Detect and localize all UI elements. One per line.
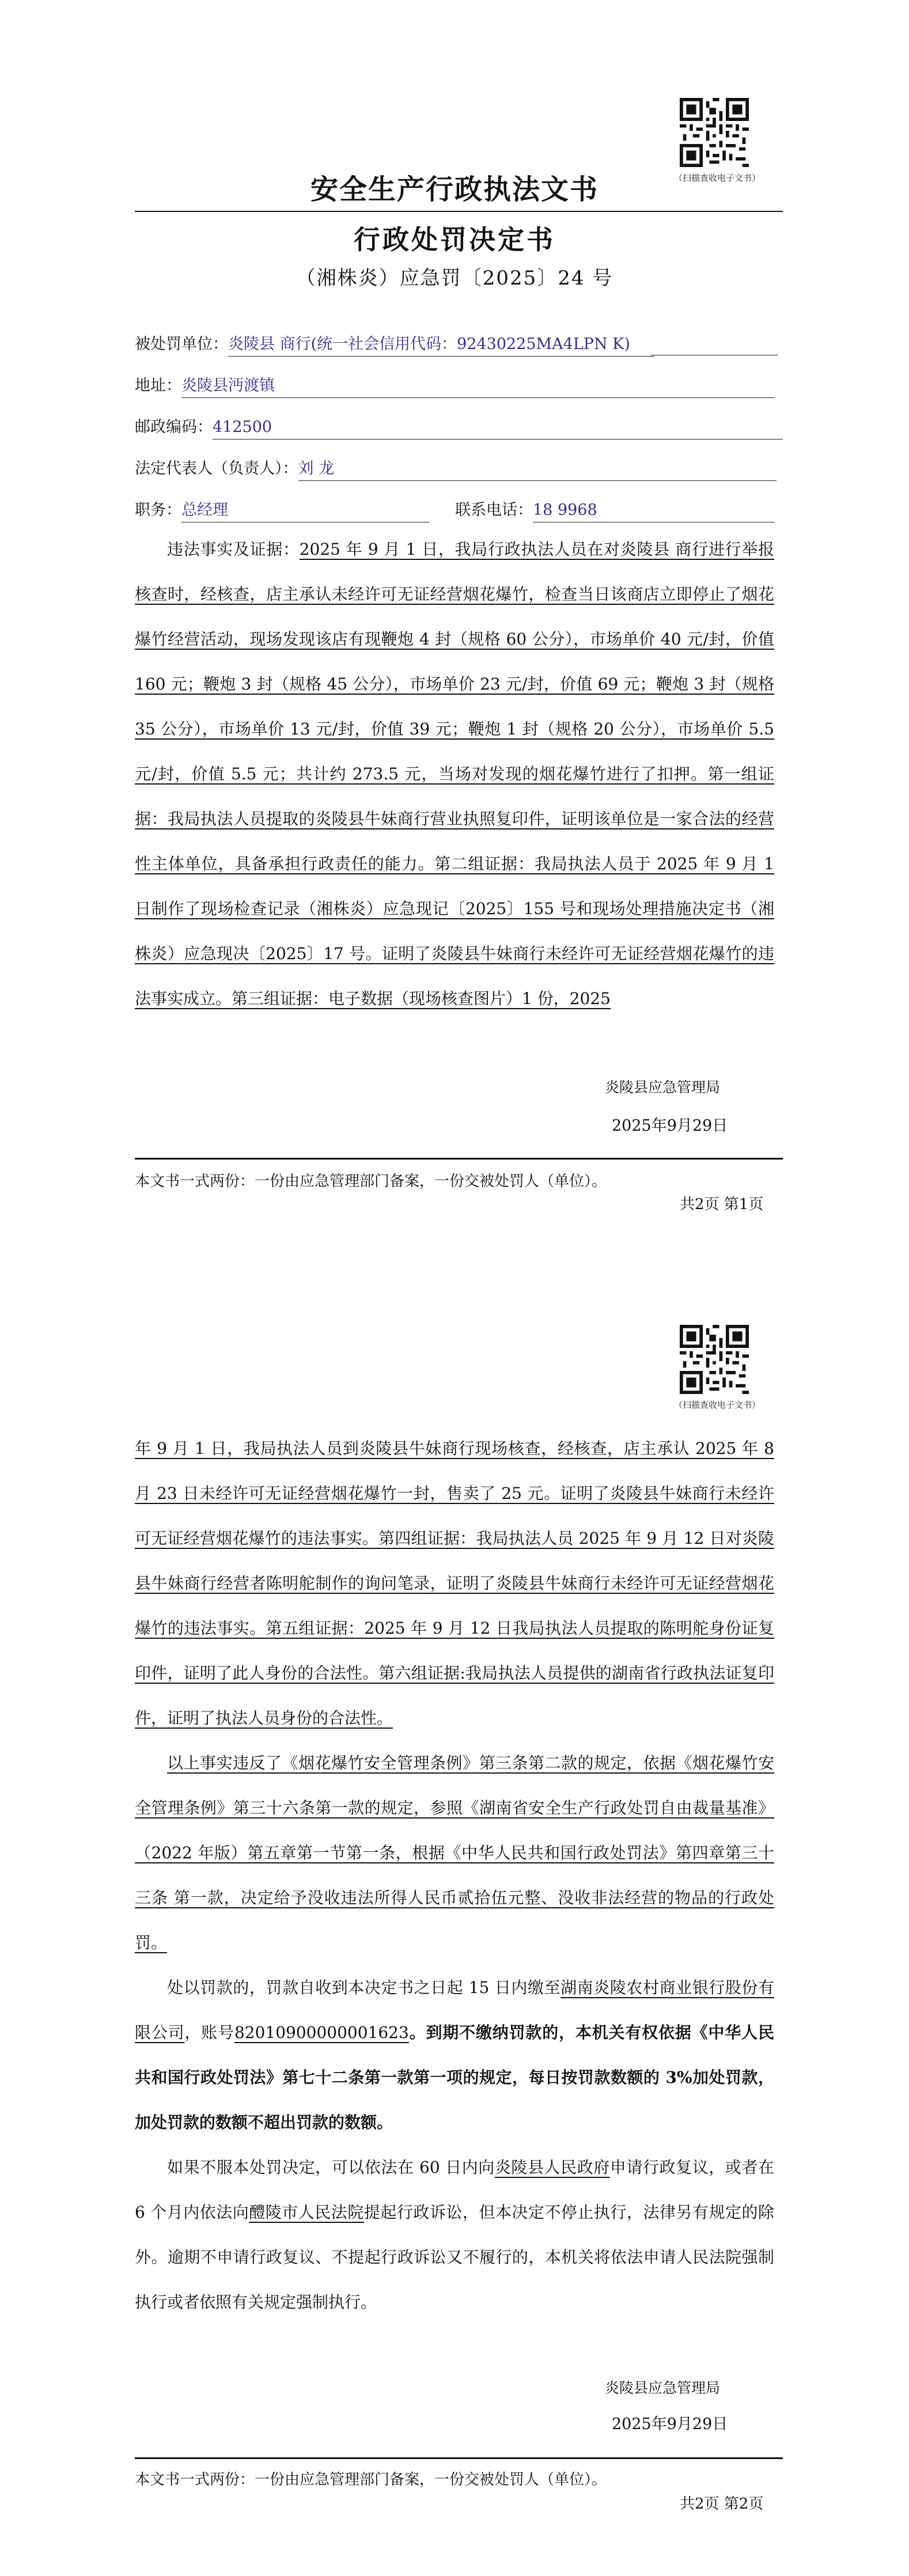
issue-date: 2025年9月29日 <box>612 1117 728 1135</box>
address-field <box>135 374 775 397</box>
violation-facts-paragraph <box>135 527 774 1021</box>
appeal-text-a: 如果不服本处罚决定，可以依法在 60 日内向 <box>167 2158 495 2177</box>
violation-facts-lead: 违法事实及证据： <box>167 540 300 559</box>
appeal-court: 醴陵市人民法院 <box>249 2203 364 2222</box>
appeal-text-c: 提起行政诉讼，但本决定不停止执行，法律另有规定的除外。逾期不申请行政复议、不提起行政诉讼又不履行的，本机关将依法申请人民法院强制执行或者依照有关规定强制执行。 <box>135 2203 774 2312</box>
document-title: 安全生产行政执法文书 <box>310 173 599 206</box>
payment-text-b: ，账号 <box>184 2023 234 2042</box>
postcode-field <box>135 416 783 439</box>
qr-caption: （扫描查收电子文书） <box>673 173 760 183</box>
penalized-party-value: 炎陵县 商行(统一社会信用代码：92430225MA4LPN K) <box>228 333 654 357</box>
page-count: 共2页 第2页 <box>680 2495 764 2513</box>
legal-rep-label: 法定代表人（负责人）： <box>135 460 298 478</box>
phone-field <box>455 499 775 522</box>
payment-account: 82010900000001623 <box>234 2023 409 2042</box>
phone-label: 联系电话： <box>455 501 533 519</box>
issuing-authority: 炎陵县应急管理局 <box>605 2380 721 2396</box>
qr-code-icon[interactable] <box>680 1325 749 1394</box>
document-subtitle: 行政处罚决定书 <box>354 224 555 255</box>
page-count: 共2页 第1页 <box>680 1196 764 1213</box>
postcode-value: 412500 <box>213 416 783 440</box>
legal-rep-field <box>135 457 777 480</box>
appeal-government: 炎陵县人民政府 <box>494 2158 610 2177</box>
document-number: （湘株炎）应急罚〔2025〕24 号 <box>296 267 613 290</box>
payment-text-a: 处以罚款的，罚款自收到本决定书之日起 15 日内缴至 <box>167 1978 561 1997</box>
penalized-party-field <box>135 333 654 356</box>
qr-code-icon[interactable] <box>680 98 749 167</box>
issue-date: 2025年9月29日 <box>612 2415 728 2433</box>
appeal-text-b: 申请行政复议，或者在 6 个月内依法向 <box>135 2158 774 2222</box>
phone-value: 18 9968 <box>533 499 775 522</box>
legal-basis-text: 以上事实违反了《烟花爆竹安全管理条例》第三条第二款的规定，依据《烟花爆竹安全管理条例》第三十六条第一款的规定，参照《湖南省安全生产行政处罚自由裁量基准》（2022 年版）第五章第一节第一条，根据《中华人民共和国行政处罚法》第四章第三十三条 第一款，决定给予没收违法所得人民币贰拾伍元整、没收非法经营的物品的行政处罚。 <box>135 1753 774 1952</box>
qr-caption: （扫描查收电子文书） <box>673 1400 760 1410</box>
address-label: 地址： <box>135 377 181 395</box>
footer-divider <box>135 1158 783 1160</box>
footer-divider <box>135 2457 783 2459</box>
copies-note: 本文书一式两份：一份由应急管理部门备案，一份交被处罚人（单位）。 <box>135 1173 607 1190</box>
issuing-authority: 炎陵县应急管理局 <box>605 1079 721 1096</box>
violation-facts-text: 2025 年 9 月 1 日，我局行政执法人员在对炎陵县 商行进行举报核查时，经核查，店主承认未经许可无证经营烟花爆竹，检查当日该商店立即停止了烟花爆竹经营活动，现场发现该店有现鞭炮 4 封（规格 60 公分），市场单价 40 元/封，价值 160 元；鞭炮 3 封（规格 45 公分），市场单价 23 元/封，价值 69 元；鞭炮 3 封（规格 35 公分），市场单价 13 元/封，价值 39 元；鞭炮 1 封（规格 20 公分），市场单价 5.5 元/封，价值 5.5 元；共计约 273.5 元，当场对发现的烟花爆竹进行了扣押。第一组证据：我局执法人员提取的炎陵县牛妹商行营业执照复印件，证明该单位是一家合法的经营性主体单位，具备承担行政责任的能力。第二组证据：我局执法人员于 2025 年 9 月 1 日制作了现场检查记录（湘株炎）应急现记〔2025〕155 号和现场处理措施决定书（湘株炎）应急现决〔2025〕17 号。证明了炎陵县牛妹商行未经许可无证经营烟花爆竹的违法事实成立。第三组证据：电子数据（现场核查图片）1 份，2025 <box>135 540 774 1008</box>
position-label: 职务： <box>135 501 181 519</box>
payment-bank: 湖南炎陵农村商业银行股份有限公司 <box>135 1978 774 2042</box>
title-divider <box>135 211 783 212</box>
penalized-party-label: 被处罚单位： <box>135 335 228 353</box>
position-value: 总经理 <box>181 499 429 522</box>
evidence-continued-paragraph <box>135 1426 774 2325</box>
address-value: 炎陵县沔渡镇 <box>181 374 775 398</box>
document-page-2 <box>0 1288 909 2576</box>
payment-text-c: 。到期不缴纳罚款的，本机关有权依据《中华人民共和国行政处罚法》第七十二条第一款第一项的规定，每日按罚款数额的 3%加处罚款，加处罚款的数额不超出罚款的数额。 <box>135 2023 774 2132</box>
legal-rep-value: 刘 龙 <box>298 457 777 481</box>
evidence-continued-text: 年 9 月 1 日，我局执法人员到炎陵县牛妹商行现场核查，经核查，店主承认 2025 年 8 月 23 日未经许可无证经营烟花爆竹一封，售卖了 25 元。证明了炎陵县牛妹商行未经许可无证经营烟花爆竹的违法事实。第四组证据：我局执法人员 2025 年 9 月 12 日对炎陵县牛妹商行经营者陈明舵制作的询问笔录，证明了炎陵县牛妹商行未经许可无证经营烟花爆竹的违法事实。第五组证据：2025 年 9 月 12 日我局执法人员提取的陈明舵身份证复印件，证明了此人身份的合法性。第六组证据:我局执法人员提供的湖南省行政执法证复印件，证明了执法人员身份的合法性。 <box>135 1439 774 1728</box>
position-field <box>135 499 429 522</box>
postcode-label: 邮政编码： <box>135 418 213 436</box>
copies-note: 本文书一式两份：一份由应急管理部门备案，一份交被处罚人（单位）。 <box>135 2471 607 2488</box>
